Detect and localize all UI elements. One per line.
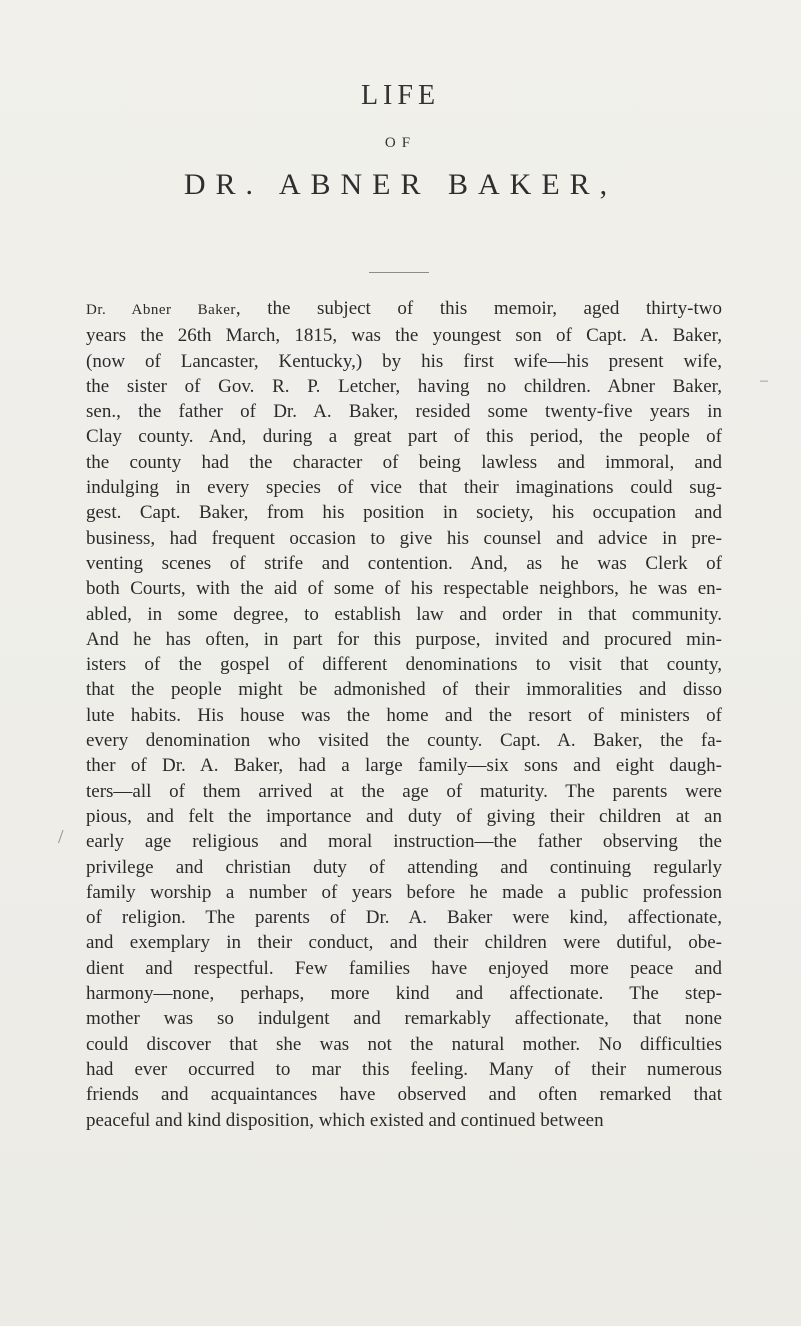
memoir-line: of religion. The parents of Dr. A. Baker were kind, affectionate, bbox=[86, 907, 722, 929]
memoir-line: that the people might be admonished of their immoralities and disso bbox=[86, 679, 722, 701]
opening-name: Dr. Abner Baker bbox=[86, 302, 236, 318]
memoir-line: had ever occurred to mar this feeling. Many of their numerous bbox=[86, 1058, 722, 1080]
title-name: DR. ABNER BAKER, bbox=[183, 168, 618, 201]
memoir-line: sen., the father of Dr. A. Baker, resided some twenty-five years in bbox=[86, 401, 722, 423]
memoir-line: abled, in some degree, to establish law and order in that community. bbox=[86, 603, 722, 625]
memoir-line: friends and acquaintances have observed and often remarked that bbox=[86, 1084, 722, 1106]
memoir-line: ters—all of them arrived at the age of maturity. The parents were bbox=[86, 780, 722, 802]
margin-stroke-mark: / bbox=[58, 826, 64, 848]
memoir-line: and exemplary in their conduct, and their children were dutiful, obe- bbox=[86, 932, 722, 954]
title-rule bbox=[369, 272, 429, 273]
memoir-line: years the 26th March, 1815, was the youngest son of Capt. A. Baker, bbox=[86, 325, 722, 347]
memoir-line: the sister of Gov. R. P. Letcher, having no children. Abner Baker, bbox=[86, 375, 722, 397]
memoir-line: privilege and christian duty of attending and continuing regularly bbox=[86, 856, 722, 878]
memoir-line: Dr. Abner Baker, the subject of this memoir, aged thirty-two bbox=[86, 298, 722, 319]
memoir-line: family worship a number of years before he made a public profession bbox=[86, 881, 722, 903]
memoir-line: pious, and felt the importance and duty of giving their children at an bbox=[86, 805, 722, 827]
memoir-line: lute habits. His house was the home and the resort of ministers of bbox=[86, 704, 722, 726]
memoir-line: venting scenes of strife and contention. And, as he was Clerk of bbox=[86, 552, 722, 574]
memoir-line: early age religious and moral instruction—the father observing the bbox=[86, 831, 722, 853]
memoir-line: (now of Lancaster, Kentucky,) by his first wife—his present wife, bbox=[86, 350, 722, 372]
memoir-line: every denomination who visited the county. Capt. A. Baker, the fa- bbox=[86, 730, 722, 752]
memoir-line: both Courts, with the aid of some of his respectable neighbors, he was en- bbox=[86, 578, 722, 600]
memoir-line: business, had frequent occasion to give his counsel and advice in pre- bbox=[86, 527, 722, 549]
title-life: LIFE bbox=[360, 80, 441, 111]
memoir-line: indulging in every species of vice that their imaginations could sug- bbox=[86, 477, 722, 499]
memoir-line: mother was so indulgent and remarkably affectionate, that none bbox=[86, 1008, 722, 1030]
memoir-line: dient and respectful. Few families have enjoyed more peace and bbox=[86, 957, 722, 979]
title-of: OF bbox=[384, 135, 417, 151]
memoir-line: harmony—none, perhaps, more kind and affectionate. The step- bbox=[86, 983, 722, 1005]
memoir-line: gest. Capt. Baker, from his position in society, his occupation and bbox=[86, 502, 722, 524]
memoir-text bbox=[86, 296, 722, 1133]
memoir-line: peaceful and kind disposition, which existed and continued between bbox=[86, 1109, 604, 1131]
margin-dash-mark: – bbox=[760, 372, 768, 389]
memoir-line: the county had the character of being lawless and immoral, and bbox=[86, 451, 722, 473]
memoir-line: ther of Dr. A. Baker, had a large family—six sons and eight daugh- bbox=[86, 755, 722, 777]
memoir-line: And he has often, in part for this purpose, invited and procured min- bbox=[86, 628, 722, 650]
memoir-line: isters of the gospel of different denominations to visit that county, bbox=[86, 654, 722, 676]
memoir-line: could discover that she was not the natural mother. No difficulties bbox=[86, 1033, 722, 1055]
memoir-line: Clay county. And, during a great part of this period, the people of bbox=[86, 426, 722, 448]
